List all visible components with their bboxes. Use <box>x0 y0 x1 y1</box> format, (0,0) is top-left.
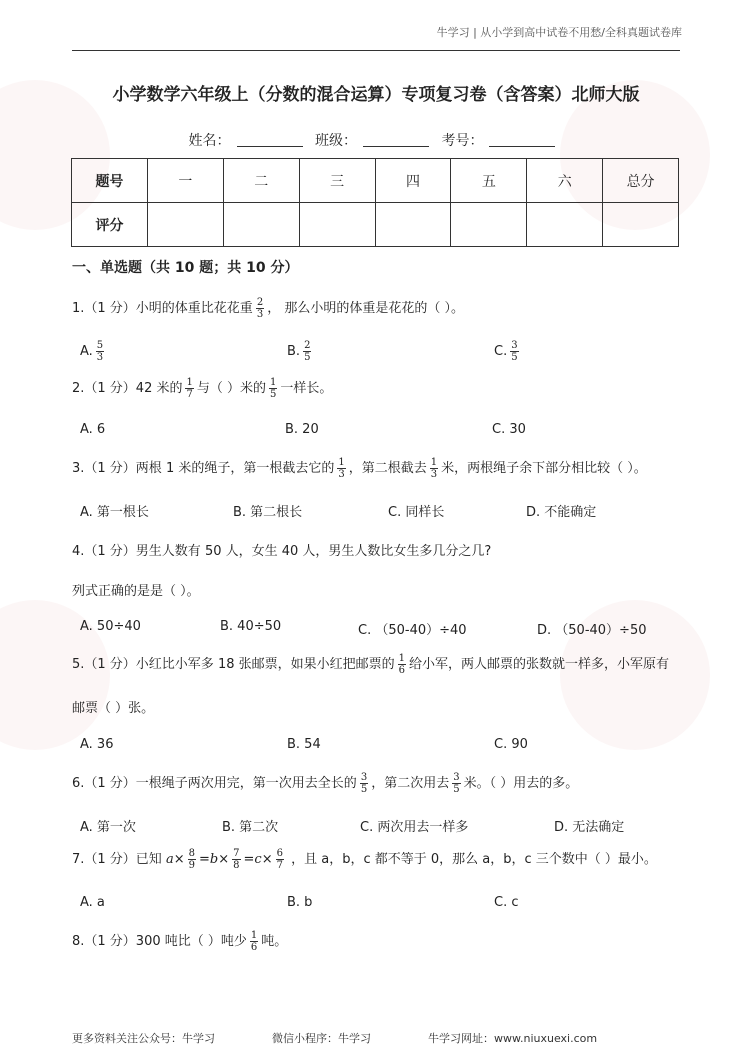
q2-text-2: 与（ ）米的 <box>196 381 266 396</box>
q6-text-3: 米。（ ）用去的多。 <box>463 776 579 791</box>
numerator: 2 <box>256 297 264 308</box>
denominator: 3 <box>96 352 104 363</box>
question-6 <box>72 772 578 795</box>
fraction <box>303 340 311 363</box>
option-label: B. <box>287 344 301 359</box>
q6-text-2: ，第二次用去 <box>371 776 450 791</box>
q3-text-2: ，第二根截去 <box>348 461 427 476</box>
variable: c <box>254 852 262 867</box>
score-table <box>71 158 679 247</box>
denominator: 3 <box>256 309 264 320</box>
table-cell: 一 <box>147 159 223 203</box>
class-label: 班级： <box>315 133 357 149</box>
section-heading: 一、单选题（共 10 题；共 10 分） <box>72 260 299 276</box>
numerator: 3 <box>511 340 518 351</box>
score-cell[interactable] <box>527 203 603 247</box>
q3-option-c[interactable]: C. 同样长 <box>388 505 445 520</box>
score-cell[interactable] <box>603 203 679 247</box>
q1-option-a[interactable] <box>80 340 107 363</box>
numerator: 2 <box>304 340 311 351</box>
q1-option-c[interactable] <box>494 340 522 363</box>
denominator: 5 <box>304 352 311 363</box>
q6-option-d[interactable]: D. 无法确定 <box>554 820 625 835</box>
equation: a× $\frac{8}{9}$ =b× $\frac{7}{8}$ =c× $\frac{6}{7}$ <box>165 848 283 871</box>
denominator: 6 <box>250 942 258 953</box>
q8-text-2: 吨。 <box>261 934 288 949</box>
q3-option-a[interactable]: A. 第一根长 <box>80 505 149 520</box>
q5-option-b[interactable]: B. 54 <box>287 737 321 752</box>
question-8 <box>72 930 287 953</box>
page-title: 小学数学六年级上（分数的混合运算）专项复习卷（含答案）北师大版 <box>112 85 640 105</box>
fraction <box>510 340 518 363</box>
fraction <box>188 848 196 871</box>
numerator: 7 <box>233 848 240 859</box>
fraction <box>185 377 193 400</box>
numerator: 1 <box>398 653 405 664</box>
option-label: A. <box>80 344 93 359</box>
q1-text: 1.（1 分）小明的体重比花花重 <box>72 301 253 316</box>
q2-text-3: 一样长。 <box>280 381 333 396</box>
variable: a <box>165 852 174 867</box>
denominator: 5 <box>511 352 518 363</box>
footer-wechat-account: 更多资料关注公众号：牛学习 <box>72 1032 215 1045</box>
table-cell: 评分 <box>72 203 148 247</box>
denominator: 8 <box>233 860 240 871</box>
q7-text-2: ，且 a，b，c 都不等于 0，那么 a，b，c 三个数中（ ）最小。 <box>291 852 657 867</box>
numerator: 3 <box>360 772 368 783</box>
denominator: 5 <box>360 784 368 795</box>
q2-option-b[interactable]: B. 20 <box>285 422 319 437</box>
exam-label: 考号： <box>441 133 484 149</box>
q6-option-a[interactable]: A. 第一次 <box>80 820 136 835</box>
question-4-line-2: 列式正确的是是（ ）。 <box>72 584 200 599</box>
numerator: 1 <box>186 377 193 388</box>
q6-option-b[interactable]: B. 第二次 <box>222 820 279 835</box>
fraction <box>96 340 104 363</box>
q1-text-2: ， 那么小明的体重是花花的（ ）。 <box>267 301 464 316</box>
q7-text: 7.（1 分）已知 <box>72 852 162 867</box>
q6-text: 6.（1 分）一根绳子两次用完，第一次用去全长的 <box>72 776 357 791</box>
name-label: 姓名： <box>188 133 231 149</box>
question-1 <box>72 297 464 320</box>
fraction <box>360 772 368 795</box>
denominator: 5 <box>453 784 460 795</box>
q4-option-d[interactable]: D. （50-40）÷50 <box>537 623 647 638</box>
score-cell[interactable] <box>375 203 451 247</box>
q3-text: 3.（1 分）两根 1 米的绳子，第一根截去它的 <box>72 461 335 476</box>
q5-option-c[interactable]: C. 90 <box>494 737 528 752</box>
question-5 <box>72 653 669 676</box>
question-4: 4.（1 分）男生人数有 50 人，女生 40 人，男生人数比女生多几分之几? <box>72 544 492 559</box>
table-cell: 五 <box>451 159 527 203</box>
table-cell: 题号 <box>72 159 148 203</box>
q2-option-a[interactable]: A. 6 <box>80 422 106 437</box>
numerator: 1 <box>250 930 258 941</box>
fraction <box>256 297 264 320</box>
q7-option-a[interactable]: A. a <box>80 895 105 910</box>
fraction <box>430 457 438 480</box>
q3-option-d[interactable]: D. 不能确定 <box>526 505 597 520</box>
numerator: 6 <box>276 848 283 859</box>
q4-option-c[interactable]: C. （50-40）÷40 <box>358 623 467 638</box>
table-row <box>72 159 679 203</box>
numerator: 1 <box>430 457 438 468</box>
numerator: 1 <box>338 457 345 468</box>
fraction <box>250 930 258 953</box>
denominator: 5 <box>270 389 277 400</box>
table-row <box>72 203 679 247</box>
q3-option-b[interactable]: B. 第二根长 <box>233 505 303 520</box>
q6-option-c[interactable]: C. 两次用去一样多 <box>360 820 469 835</box>
score-cell[interactable] <box>223 203 299 247</box>
q5-text-2: 给小军，两人邮票的张数就一样多，小军原有 <box>409 657 670 672</box>
denominator: 6 <box>398 665 405 676</box>
header-divider <box>72 50 680 51</box>
variable: b <box>209 852 219 867</box>
q8-text: 8.（1 分）300 吨比（ ）吨少 <box>72 934 247 949</box>
fraction <box>337 457 345 480</box>
question-7 <box>72 848 657 871</box>
denominator: 7 <box>186 389 193 400</box>
question-3 <box>72 457 647 480</box>
q3-text-3: 米，两根绳子余下部分相比较（ ）。 <box>441 461 647 476</box>
footer-mini-program: 微信小程序：牛学习 <box>272 1032 371 1045</box>
table-cell: 二 <box>223 159 299 203</box>
student-info <box>0 130 752 150</box>
numerator: 1 <box>270 377 277 388</box>
numerator: 8 <box>188 848 195 859</box>
class-blank[interactable] <box>363 132 429 147</box>
q5-text: 5.（1 分）小红比小军多 18 张邮票，如果小红把邮票的 <box>72 657 395 672</box>
table-cell: 三 <box>299 159 375 203</box>
q4-option-b[interactable]: B. 40÷50 <box>220 619 282 634</box>
denominator: 3 <box>338 469 345 480</box>
fraction <box>452 772 460 795</box>
denominator: 3 <box>430 469 438 480</box>
table-cell: 总分 <box>603 159 679 203</box>
numerator: 5 <box>96 340 104 351</box>
denominator: 7 <box>276 860 283 871</box>
numerator: 3 <box>453 772 460 783</box>
q5-option-a[interactable]: A. 36 <box>80 737 114 752</box>
fraction <box>232 848 240 871</box>
fraction <box>269 377 277 400</box>
table-cell: 四 <box>375 159 451 203</box>
page-header: 牛学习 | 从小学到高中试卷不用愁/全科真题试卷库 <box>436 26 682 39</box>
q7-option-c[interactable]: C. c <box>494 895 519 910</box>
table-cell: 六 <box>527 159 603 203</box>
exam-blank[interactable] <box>489 132 555 147</box>
name-blank[interactable] <box>237 132 303 147</box>
q2-option-c[interactable]: C. 30 <box>492 422 526 437</box>
score-cell[interactable] <box>299 203 375 247</box>
q7-option-b[interactable]: B. b <box>287 895 313 910</box>
q4-option-a[interactable]: A. 50÷40 <box>80 619 141 634</box>
option-label: C. <box>494 344 508 359</box>
score-cell[interactable] <box>451 203 527 247</box>
q1-option-b[interactable] <box>287 340 314 363</box>
denominator: 9 <box>188 860 195 871</box>
question-2 <box>72 377 332 400</box>
q2-text: 2.（1 分）42 米的 <box>72 381 183 396</box>
fraction <box>398 653 406 676</box>
score-cell[interactable] <box>147 203 223 247</box>
footer-website[interactable]: 牛学习网址：www.niuxuexi.com <box>428 1032 598 1045</box>
fraction <box>276 848 284 871</box>
question-5-line-2: 邮票（ ）张。 <box>72 701 155 716</box>
